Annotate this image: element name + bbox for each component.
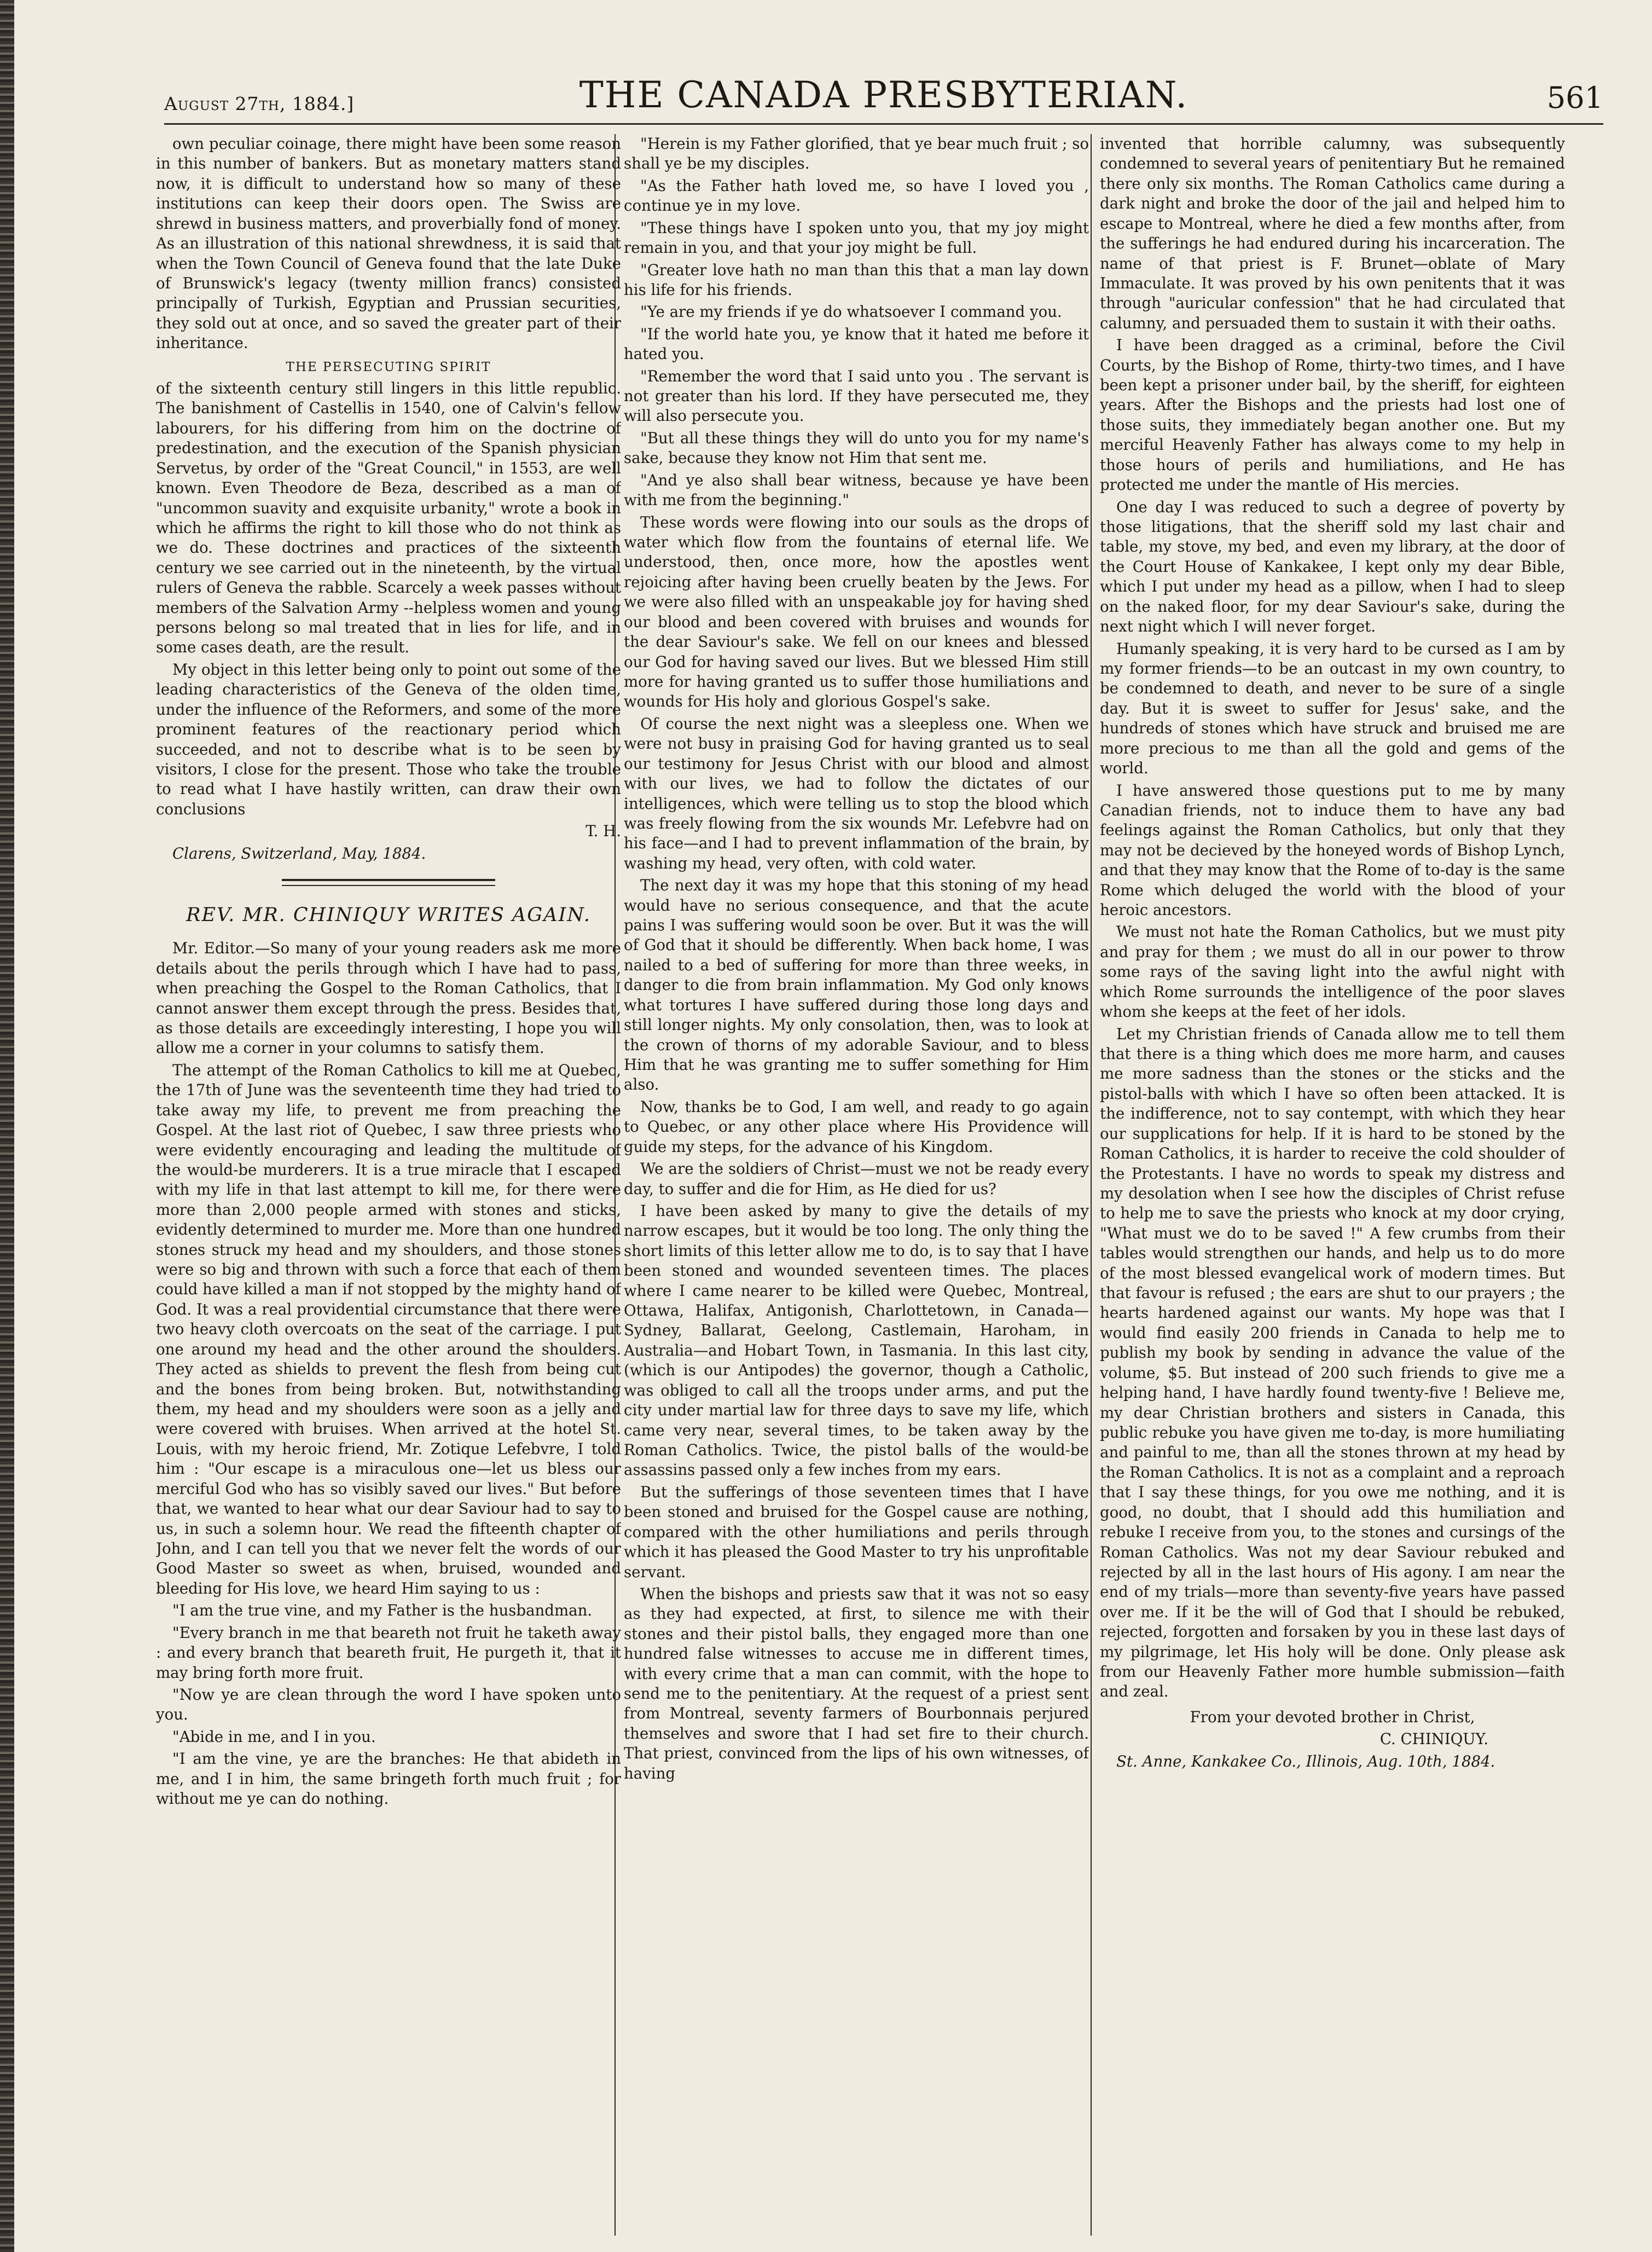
paragraph: We must not hate the Roman Catholics, but we must pity and pray for them ; we must do all in our power to throw some rays of the saving light into the awful night with which Rome surrounds the intelligence of the poor slaves whom she keeps at the feet of her idols. [1100, 923, 1565, 1021]
paragraph: invented that horrible calumny, was subsequently condemned to several years of penitentiary But he remained there only six months. The Roman Catholics came during a dark night and broke the door of the jail and helped him to escape to Montreal, where he died a few months after, from the sufferings he had endured during his incarceration. The name of that priest is F. Brunet—oblate of Mary Immaculate. It was proved by his own penitents that it was through "auricular confession" that he had circulated that calumny, and persuaded them to sustain it with their oaths. [1100, 135, 1565, 332]
header-rule [164, 123, 1603, 125]
paragraph: We are the soldiers of Christ—must we not be ready every day, to suffer and die for Him, as He died for us? [624, 1160, 1089, 1198]
paragraph: Mr. Editor.—So many of your young readers ask me more details about the perils through which I have had to pass, when preaching the Gospel to the Roman Catholics, that I cannot answer them except through the press. Besides that, as those details are exceedingly interesting, I hope you will allow me a corner in your columns to satisfy them. [156, 939, 621, 1057]
page-binding-edge [0, 0, 14, 2252]
paragraph: The attempt of the Roman Catholics to kill me at Quebec, the 17th of June was the seventeenth time they had tried to take away my life, to prevent me from preaching the Gospel. At the last riot of Quebec, I saw three priests who were evidently encouraging and leading the multitude of the would-be murderers. It is a true miracle that I escaped with my life in that last attempt to kill me, for there were more than 2,000 people armed with stones and sticks, evidently determined to murder me. More than one hundred stones struck my head and my shoulders, and those stones were so big and thrown with such a force that each of them could have killed a man if not stopped by the mighty hand of God. It was a real providential circumstance that there were two heavy cloth overcoats on the seat of the carriage. I put one around my head and the other around the shoulders. They acted as shields to prevent the flesh from being cut and the bones from being broken. But, notwithstanding them, my head and my shoulders were soon as a jelly and were covered with bruises. When arrived at the hotel St. Louis, with my heroic friend, Mr. Zotique Lefebvre, I told him : "Our escape is a miraculous one—let us bless our merciful God who has so visibly saved our lives." But before that, we wanted to hear what our dear Saviour had to say to us, in such a solemn hour. We read the fifteenth chapter of John, and I can tell you that we never felt the words of our Good Master so sweet as when, bruised, wounded and bleeding for His love, we heard Him saying to us : [156, 1061, 621, 1597]
author-signature: C. CHINIQUY. [1379, 1730, 1488, 1749]
scripture-verse: "And ye also shall bear witness, because ye have been with me from the beginning." [624, 471, 1089, 510]
scripture-verse: "Every branch in me that beareth not fruit he taketh away : and every branch that beareth fruit, He purgeth it, that it may bring forth more fruit. [156, 1623, 621, 1682]
paragraph: Of course the next night was a sleepless one. When we were not busy in praising God for having granted us to seal our testimony for Jesus Christ with our blood and almost with our lives, we had to follow the dictates of our intelligences, which were telling us to stop the blood which was freely flowing from the six wounds Mr. Lefebvre had on his face—and I had to prevent inflammation of the brain, by washing my head, very often, with cold water. [624, 714, 1089, 872]
dateline: Clarens, Switzerland, May, 1884. [172, 844, 426, 862]
section-subheading: THE PERSECUTING SPIRIT [286, 360, 491, 374]
newspaper-title: THE CANADA PRESBYTERIAN. [579, 74, 1189, 116]
scripture-verse: "If the world hate you, ye know that it hated me before it hated you. [624, 325, 1089, 363]
paragraph: I have been dragged as a criminal, before the Civil Courts, by the Bishop of Rome, thirty-two times, and I have been kept a prisoner under bail, by the sheriff, for eighteen years. After the Bishops and the priests had lost one of those suits, they immediately began another one. But my merciful Heavenly Father has always come to my help in those hours of perils and humiliations, and He has protected me under the mantle of His mercies. [1100, 336, 1565, 494]
page-header [164, 68, 1603, 129]
letter-closing: From your devoted brother in Christ, [1190, 1707, 1475, 1726]
article-title: REV. MR. CHINIQUY WRITES AGAIN. [186, 904, 591, 927]
paragraph: Let my Christian friends of Canada allow me to tell them that there is a thing which does me more harm, and causes me more sadness than the stones or the sticks and the pistol-balls with which I have so often been attacked. It is the indifference, not to say contempt, with which they hear our supplications for help. If it is hard to be stoned by the Roman Catholics, it is harder to receive the cold shoulder of the Protestants. I have no words to speak my distress and my desolation when I see how the disciples of Christ refuse to help me to save the priests who knock at my door crying, "What must we do to be saved !" A few crumbs from their tables would strengthen our hands, and help us to do more of the most blessed evangelical work of modern times. But that favour is refused ; the ears are shut to our prayers ; the hearts hardened against our wants. My hope was that I would find easily 200 friends in Canada to help me to publish my book by sending in advance the value of the volume, $5. But instead of 200 such friends to give me a helping hand, I have hardly found twenty-five ! Believe me, my dear Christian brothers and sisters in Canada, this public rebuke you have given me to-day, is more humiliating and painful to me, than all the stones thrown at my head by the Roman Catholics. It is not as a complaint and a reproach that I say these things, for you owe me nothing, and it is good, no doubt, that I should add this humiliation and rebuke I receive from you, to the stones and cursings of the Roman Catholics. Was not my dear Saviour rebuked and rejected by all in the last hours of His agony. I am near the end of my trials—more than seventy-five years have passed over me. If it be the will of God that I should be rebuked, rejected, forgotten and forsaken by you in these last days of my pilgrimage, let His holy will be done. Only please ask from our Heavenly Father more humble submission—faith and zeal. [1100, 1024, 1565, 1701]
scripture-verse: "Greater love hath no man than this that a man lay down his life for his friends. [624, 260, 1089, 299]
scripture-verse: "But all these things they will do unto you for my name's sake, because they know not Him that sent me. [624, 429, 1089, 467]
scripture-verse: "Ye are my friends if ye do whatsoever I command you. [640, 303, 1062, 321]
paragraph: These words were flowing into our souls as the drops of water which flow from the fountains of eternal life. We understood, then, once more, how the apostles went rejoicing after having been cruelly beaten by the Jews. For we were also filled with an unspeakable joy for having shed our blood and been covered with bruises and wounds for the dear Saviour's sake. We fell on our knees and blessed our God for having saved our lives. But we blessed Him still more for having granted us to suffer those humiliations and wounds for His holy and glorious Gospel's sake. [624, 513, 1089, 711]
author-initials: T. H. [586, 822, 621, 841]
page-number: 561 [1546, 80, 1603, 115]
paragraph: Now, thanks be to God, I am well, and ready to go again to Quebec, or any other place where His Providence will guide my steps, for the advance of his Kingdom. [624, 1097, 1089, 1156]
column-2 [624, 134, 1089, 2241]
paragraph: My object in this letter being only to point out some of the leading characteristics of the Geneva of the olden time, under the influence of the Reformers, and some of the more prominent features of the reactionary period which succeeded, and not to describe what is to be seen by visitors, I close for the present. Those who take the trouble to read what I have hastily written, can draw their own conclusions [156, 660, 621, 818]
scripture-verse: "I am the true vine, and my Father is the husbandman. [172, 1601, 593, 1620]
issue-date: August 27th, 1884.] [164, 93, 355, 114]
scripture-verse: "Now ye are clean through the word I have spoken unto you. [156, 1685, 621, 1724]
paragraph: of the sixteenth century still lingers in this little republic. The banishment of Castellis in 1540, one of Calvin's fellow labourers, for his differing from him on the doctrine of predestination, and the execution of the Spanish physician Servetus, by order of the "Great Council," in 1553, are well known. Even Theodore de Beza, described as a man of "uncommon suavity and exquisite urbanity," wrote a book in which he affirms the right to kill those who do not think as we do. These doctrines and practices of the sixteenth century we see carried out in the nineteenth, by the virtual rulers of Geneva the rabble. Scarcely a week passes without members of the Salvation Army --helpless women and young persons belong so mal treated that in lies for life, and in some cases death, are the result. [156, 379, 621, 657]
paragraph: But the sufferings of those seventeen times that I have been stoned and bruised for the Gospel cause are nothing, compared with the other humiliations and perils through which it has pleased the Good Master to try his unprofitable servant. [624, 1483, 1089, 1581]
paragraph: The next day it was my hope that this stoning of my head would have no serious consequence, and that the acute pains I was suffering would soon be over. But it was the will of God that it should be differently. When back home, I was nailed to a bed of suffering for more than three weeks, in danger to die from brain inflammation. My God only knows what tortures I have suffered during those long days and still longer nights. My only consolation, then, was to look at the crown of thorns of my adorable Saviour, and to bless Him that he was granting me to suffer something for Him also. [624, 876, 1089, 1094]
scripture-verse: "As the Father hath loved me, so have I loved you , continue ye in my love. [624, 176, 1089, 215]
paragraph: When the bishops and priests saw that it was not so easy as they had expected, at first, to silence me with their stones and their pistol balls, they engaged more than one hundred false witnesses to accuse me in different times, with every crime that a man can commit, with the hope to send me to the penitentiary. At the request of a priest sent from Montreal, seventy farmers of Bourbonnais perjured themselves and swore that I had set fire to their church. That priest, convinced from the lips of his own witnesses, of having [624, 1584, 1089, 1782]
scripture-verse: "These things have I spoken unto you, that my joy might remain in you, and that your joy might be full. [624, 218, 1089, 257]
paragraph: I have answered those questions put to me by many Canadian friends, not to induce them to have any bad feelings against the Roman Catholics, but only that they may not be decieved by the honeyed words of Bishop Lynch, and that they may know that the Rome of to-day is the same Rome which deluged the world with the blood of your heroic ancestors. [1100, 781, 1565, 919]
paragraph: own peculiar coinage, there might have been some reason in this number of bankers. But as monetary matters stand now, it is difficult to understand how so many of these institutions can keep their doors open. The Swiss are shrewd in business matters, and proverbially fond of money. As an illustration of this national shrewdness, it is said that when the Town Council of Geneva found that the late Duke of Brunswick's legacy (twenty million francs) consisted principally of Turkish, Egyptian and Prussian securities, they sold out at once, and so saved the greater part of their inheritance. [156, 135, 621, 352]
paragraph: I have been asked by many to give the details of my narrow escapes, but it would be too long. The only thing the short limits of this letter allow me to do, is to say that I have been stoned and wounded seventeen times. The places where I came nearer to be killed were Quebec, Montreal, Ottawa, Halifax, Antigonish, Charlottetown, in Canada—Sydney, Ballarat, Geelong, Castlemain, Haroham, in Australia—and Hobart Town, in Tasmania. In this last city, (which is our Antipodes) the governor, though a Catholic, was obliged to call all the troops under arms, and put the city under martial law for three days to save my life, which came very near, several times, to be taken away by the Roman Catholics. Twice, the pistol balls of the would-be assassins passed only a few inches from my ears. [624, 1201, 1089, 1479]
scripture-verse: "I am the vine, ye are the branches: He that abideth in me, and I in him, the same bringeth forth much fruit ; for without me ye can do nothing. [156, 1750, 621, 1808]
scripture-verse: "Abide in me, and I in you. [172, 1727, 376, 1746]
scripture-verse: "Herein is my Father glorified, that ye bear much fruit ; so shall ye be my disciples. [624, 135, 1089, 173]
dateline: St. Anne, Kankakee Co., Illinois, Aug. 10th, 1884. [1116, 1752, 1496, 1770]
paragraph: One day I was reduced to such a degree of poverty by those litigations, that the sheriff sold my last chair and table, my stove, my bed, and even my library, at the door of the Court House of Kankakee, I kept only my dear Bible, which I put under my head as a pillow, when I had to sleep on the naked floor, for my dear Saviour's sake, during the next night which I will never forget. [1100, 497, 1565, 636]
scripture-verse: "Remember the word that I said unto you . The servant is not greater than his lord. If they have persecuted me, they will also persecute you. [624, 367, 1089, 425]
column-3 [1100, 134, 1565, 2241]
article-separator [282, 879, 495, 886]
paragraph: Humanly speaking, it is very hard to be cursed as I am by my former friends—to be an outcast in my own country, to be condemned to death, and never to be sure of a single day. But it is sweet to suffer for Jesus' sake, and the hundreds of stones which have struck and bruised me are more precious to me than all the gold and gems of the world. [1100, 639, 1565, 778]
column-divider [1091, 134, 1092, 2236]
column-1 [156, 134, 621, 2241]
